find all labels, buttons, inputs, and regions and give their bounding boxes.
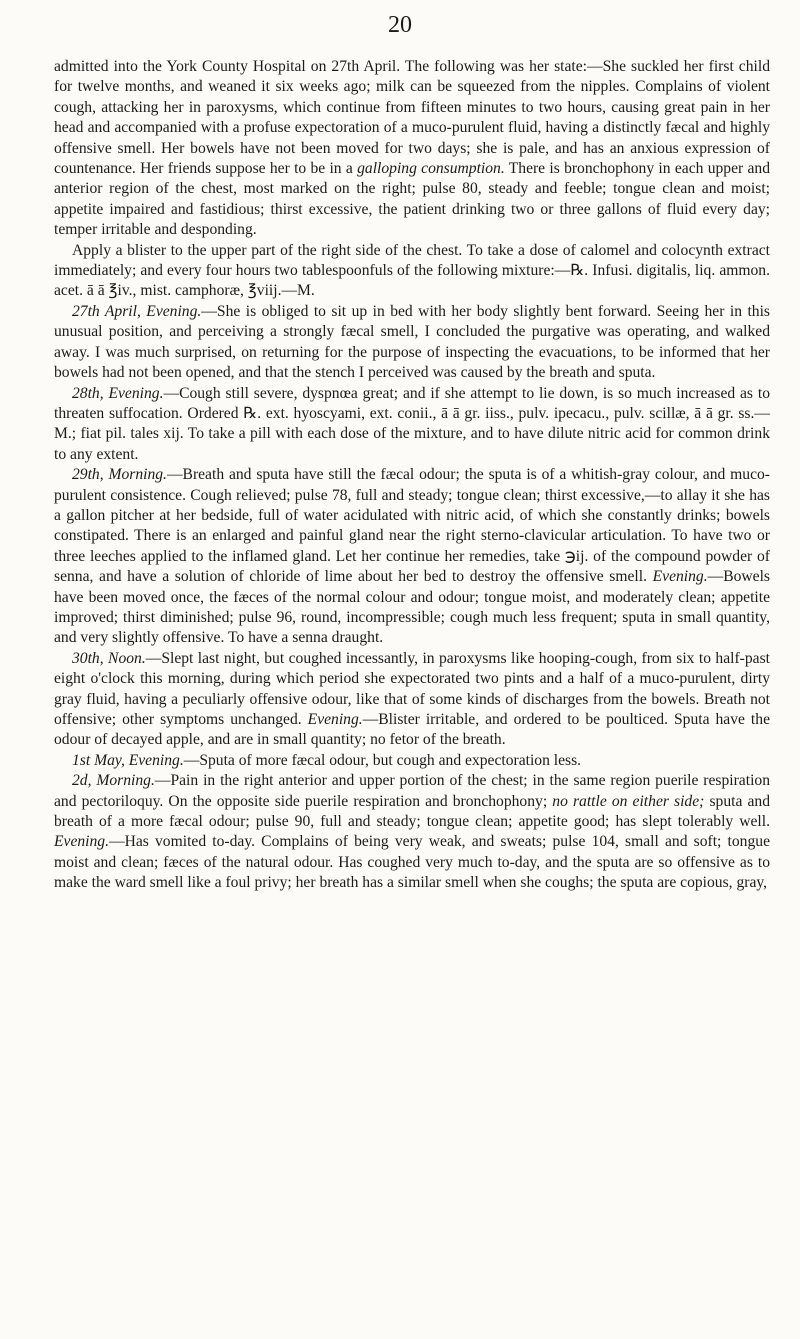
italic-text: 27th April, Evening.: [72, 302, 202, 320]
italic-text: Evening.: [652, 568, 708, 586]
italic-text: Evening.: [307, 711, 363, 728]
text-run: Apply a blister to the upper part of the right side of the chest. To take a dose of calomel and colocynth extract immediately; and every four hours two tablespoonfuls of the following mixture:—℞. Infusi. digitalis, liq. ammon. acet. ā ā ℥iv., mist. camphoræ, ℥viij.—M.: [54, 241, 770, 300]
italic-text: no rattle on either side;: [552, 792, 705, 810]
paragraph: [54, 771, 770, 893]
paragraph: [54, 302, 770, 384]
text-run: —Sputa of more fæcal odour, but cough and expectoration less.: [183, 751, 582, 769]
text-run: —She is obliged to sit up in bed with her body slightly bent forward. Seeing her in this unusual position, and perceiving a strongly fæcal smell, I concluded the purgative was operating, and walked away. I was much surprised, on returning for the purpose of inspecting the evacuations, to be informed that her bowels had not been opened, and that the stench I perceived was caused by the breath and sputa.: [54, 302, 770, 382]
body-text: [54, 57, 770, 894]
text-run: —Breath and sputa have still the fæcal odour; the sputa is of a whitish-gray colour, and muco-purulent consistence. Cough relieved; pulse 78, full and steady; tongue clean; thirst excessive,—to allay it she has a gallon pitcher at her bedside, full of water acidulated with nitric acid, of which she constantly drinks; bowels constipated. There is an enlarged and painful gland near the right sterno-clavicular articulation. To have two or three leeches applied to the inflamed gland. Let her continue her remedies, take ℈ij. of the compound powder of senna, and have a solution of chloride of lime about her bed to destroy the offensive smell.: [54, 466, 770, 586]
paragraph: [54, 57, 770, 241]
text-run: —Slept last night, but coughed incessantly, in paroxysms like hooping-cough, from six to half-past eight o'clock this morning, during which period she expectorated two pints and a half of a muco-purulent, dirty gray fluid, having a peculiarly offensive odour, like that of some kinds of discharges from the bowels. Breath not offensive; other symptoms unchanged.: [54, 649, 770, 728]
italic-text: Evening.: [54, 833, 109, 851]
italic-text: 29th, Morning.: [72, 466, 167, 484]
italic-text: 1st May, Evening.: [72, 751, 184, 769]
text-run: admitted into the York County Hospital on 27th April. The following was her state:—She suckled her first child for twelve months, and weaned it six weeks ago; milk can be squeezed from the nipples. Complains of violent cough, attacking her in paroxysms, which continue from fifteen minutes to two hours, causing great pain in her head and accompanied with a profuse expectoration of a muco-purulent fluid, having a distinctly fæcal and highly offensive smell. Her bowels have not been moved for two days; she is pale, and has an anxious expression of countenance. Her friends suppose her to be in a: [54, 58, 770, 178]
italic-text: galloping consumption.: [357, 160, 505, 178]
italic-text: 30th, Noon.: [72, 649, 146, 667]
italic-text: 2d, Morning.: [72, 772, 155, 790]
text-run: There is bronchophony in each upper and anterior region of the chest, most marked on the right; pulse 80, steady and feeble; tongue clean and moist; appetite impaired and fastidious; thirst excessive, the patient drinking two or three gallons of fluid every day; temper irritable and desponding.: [54, 160, 770, 239]
italic-text: 28th, Evening.: [72, 384, 164, 402]
text-run: —Cough still severe, dyspnœa great; and if she attempt to lie down, is so much increased as to threaten suffocation. Ordered ℞. ext. hyoscyami, ext. conii., ā ā gr. iiss., pulv. ipecacu., pulv. scillæ, ā ā gr. ss.—M.; fiat pil. tales xij. To take a pill with each dose of the mixture, and to have dilute nitric acid for common drink to any extent.: [54, 384, 770, 463]
text-run: —Has vomited to-day. Complains of being very weak, and sweats; pulse 104, small and soft; tongue moist and clean; fæces of the natural odour. Has coughed very much to-day, and the sputa are so offensive as to make the ward smell like a foul privy; her breath has a similar smell when she coughs; the sputa are copious, gray,: [54, 833, 770, 892]
paragraph: [54, 241, 770, 302]
paragraph: [54, 751, 770, 771]
text-run: —Bowels have been moved once, the fæces of the normal colour and odour; tongue moist, and moderately clean; appetite improved; thirst diminished; pulse 96, round, incompressible; cough much less frequent; sputa in small quantity, and very slightly offensive. To have a senna draught.: [54, 568, 770, 647]
paragraph: [54, 384, 770, 466]
paragraph: [54, 465, 770, 649]
text-run: sputa and breath of a more fæcal odour; pulse 90, full and steady; tongue clean; appetite good; has slept tolerably well.: [54, 792, 771, 831]
text-run: —Pain in the right anterior and upper portion of the chest; in the same region puerile respiration and pectoriloquy. On the opposite side puerile respiration and bronchophony;: [54, 772, 770, 810]
page-number: 20: [388, 12, 412, 38]
text-run: —Blister irritable, and ordered to be poulticed. Sputa have the odour of decayed apple, and are in small quantity; no fetor of the breath.: [54, 711, 770, 749]
paragraph: [54, 649, 770, 751]
